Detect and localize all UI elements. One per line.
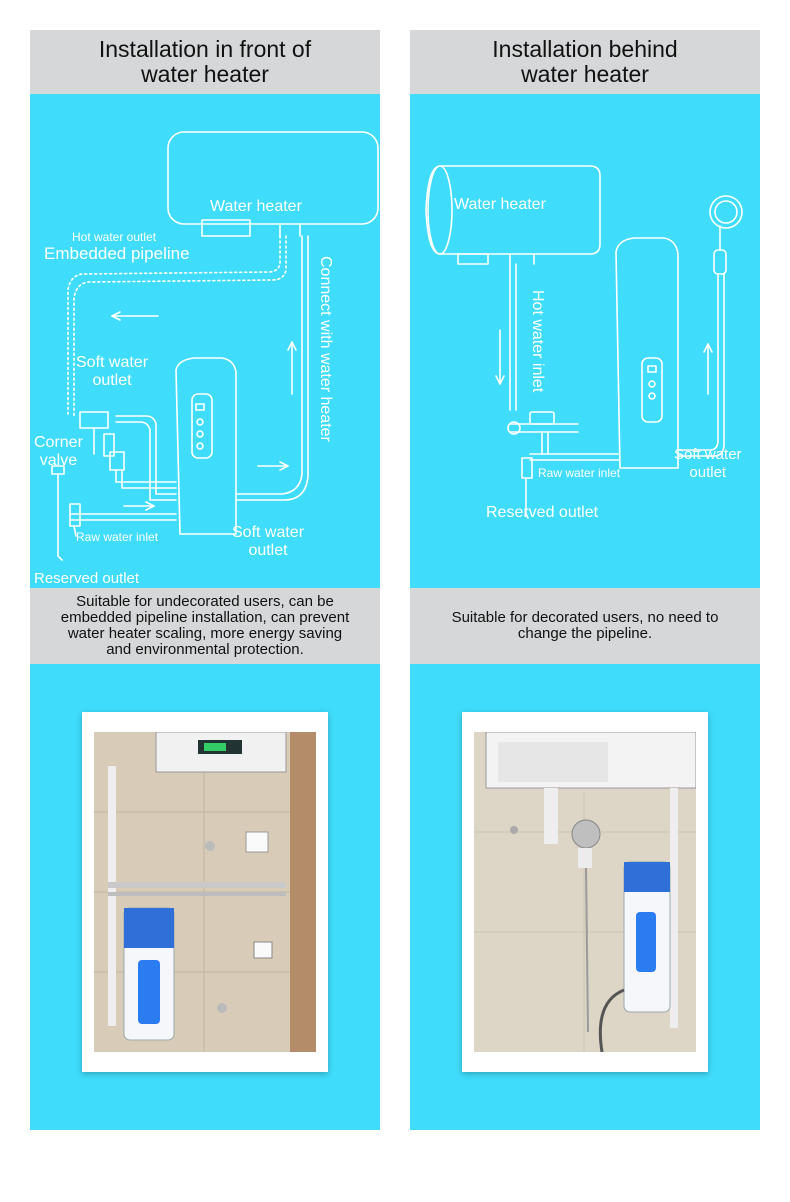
hot-water-outlet-label: Hot water outlet xyxy=(72,230,157,244)
hot-water-inlet-label: Hot water inlet xyxy=(529,290,546,393)
installation-photo xyxy=(474,732,696,1052)
connect-with-water-heater-label: Connect with water heater xyxy=(317,256,334,442)
raw-water-inlet-label: Raw water inlet xyxy=(538,466,621,480)
panel-title-line: Installation in front of xyxy=(98,36,312,62)
label-line: Soft water xyxy=(232,524,305,541)
label-line: outlet xyxy=(92,372,132,389)
label-line: outlet xyxy=(248,542,288,559)
installation-photo xyxy=(94,732,316,1052)
raw-water-inlet-label: Raw water inlet xyxy=(76,530,159,544)
panel-caption xyxy=(30,588,380,664)
panel-caption xyxy=(410,588,760,664)
panel-title-line: water heater xyxy=(521,61,649,87)
caption-line: Suitable for undecorated users, can be xyxy=(76,593,334,610)
panel-title xyxy=(410,30,760,94)
corner-valve-illustration xyxy=(80,412,108,428)
label-line: Soft water xyxy=(674,446,742,463)
installation-diagram xyxy=(410,94,760,588)
soft-water-outlet-bottom-label xyxy=(232,524,304,560)
caption-line: Suitable for decorated users, no need to xyxy=(451,609,719,626)
caption-line: water heater scaling, more energy saving xyxy=(67,625,343,642)
water-softener-illustration xyxy=(176,358,236,534)
corner-valve-label xyxy=(34,434,83,470)
installation-photo-frame xyxy=(82,712,328,1072)
reserved-outlet-label: Reserved outlet xyxy=(486,504,599,521)
water-softener-illustration xyxy=(616,238,678,468)
installation-photo-frame xyxy=(462,712,708,1072)
label-line: Soft water xyxy=(76,354,149,371)
label-line: outlet xyxy=(689,464,727,481)
installation-front-panel xyxy=(30,30,380,1130)
caption-line: embedded pipeline installation, can prevent xyxy=(60,609,350,626)
caption-line: and environmental protection. xyxy=(106,641,304,658)
water-heater-label: Water heater xyxy=(210,198,302,215)
soft-water-outlet-label xyxy=(674,446,742,482)
photo-illustration xyxy=(474,732,696,1052)
soft-water-outlet-top-label xyxy=(76,354,148,390)
installation-behind-panel xyxy=(410,30,760,1130)
reserved-outlet-label: Reserved outlet xyxy=(34,570,140,587)
installation-diagram xyxy=(30,94,380,588)
panel-title xyxy=(30,30,380,94)
label-line: valve xyxy=(39,452,78,469)
water-heater-label: Water heater xyxy=(454,196,546,213)
caption-line: change the pipeline. xyxy=(517,625,653,642)
embedded-pipeline-label: Embedded pipeline xyxy=(44,244,190,263)
panel-title-line: Installation behind xyxy=(492,36,678,62)
panel-title-line: water heater xyxy=(141,61,269,87)
photo-illustration xyxy=(94,732,316,1052)
label-line: Corner xyxy=(34,434,83,451)
